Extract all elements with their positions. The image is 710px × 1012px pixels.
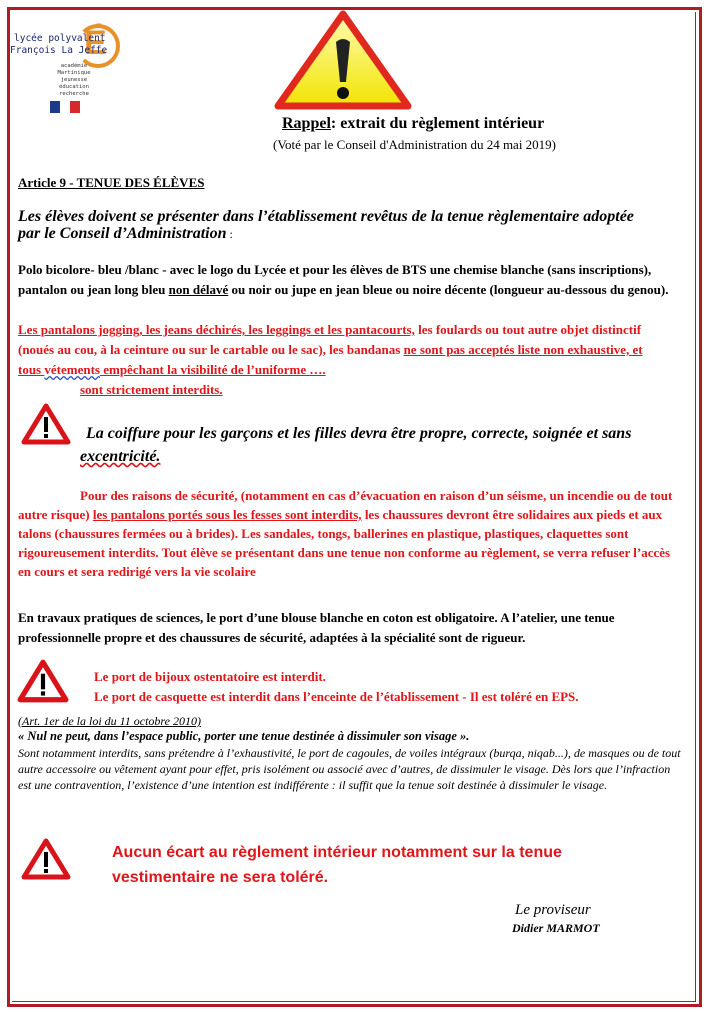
logo-ministry-1: jeunesse: [60, 77, 88, 83]
school-logo: [10, 14, 120, 114]
uniform-text: Polo bicolore- bleu /blanc - avec le logo du Lycée et pour les élèves de BTS une chemise blanche (sans inscriptions), pantalon ou jean long bleu: [18, 262, 652, 297]
forbidden-text: les foulards ou tout autre objet distinctif (noués au cou, à la ceinture ou sur le cartable ou le sac), les bandanas: [18, 322, 642, 357]
logo-ministry-3: recherche: [59, 91, 89, 97]
signature-name: Didier MARMOT: [512, 921, 600, 935]
warning-icon: [21, 403, 71, 445]
law-reference: (Art. 1er de la loi du 11 octobre 2010): [18, 714, 201, 728]
safety-underlined: les pantalons portés sous les fesses sont interdits,: [92, 507, 362, 522]
safety-paragraph: [18, 486, 686, 581]
signature-role: Le proviseur: [515, 902, 591, 918]
logo-school: lycée polyvalent: [14, 33, 106, 44]
final-warning: Aucun écart au règlement intérieur notamment sur la tenue vestimentaire ne sera toléré.: [112, 844, 562, 886]
logo-ministry-2: éducation: [59, 84, 89, 90]
forbidden-underlined-2: empêchant la visibilité de l’uniforme ….: [99, 362, 326, 377]
safety-text-end: les chaussures devront être solidaires aux pieds et aux talons (chaussures fermées ou à brides). Les sandales, tongs, ballerines en plastique, plastiques, claquettes sont rigoureusement interdits. Tout élève se présentant dans une tenue non conforme au règlement, se verra refuser l’accès en cours et sera redirigé vers la vie scolaire: [18, 507, 671, 579]
hair-underlined: excentricité.: [80, 448, 161, 465]
warning-icon: [21, 838, 71, 880]
republic-flag-icon: [50, 101, 80, 113]
cap-rule: Le port de casquette est interdit dans l’enceinte de l’établissement - Il est toléré en EPS.: [94, 689, 579, 704]
logo-academie-2: Martinique: [57, 70, 91, 76]
forbidden-conclusion: sont strictement interdits.: [80, 382, 223, 397]
title-rest: : extrait du règlement intérieur: [330, 115, 545, 132]
forbidden-paragraph: [18, 320, 658, 400]
page-subtitle: (Voté par le Conseil d'Administration du 24 mai 2019): [273, 137, 557, 152]
law-body: Sont notamment interdits, sans prétendre à l’exhaustivité, le port de cagoules, de voiles intégraux (burqa, niqab...), de masques ou de tout autre accessoire ou vêtement ayant pour effet, pris isolément ou associé avec d’autres, de dissimuler le visage. Dès lors que l’infraction est une contravention, l’existence d’une intention est indifférente : il suffit que la tenue soit destinée à dissimuler le visage.: [18, 746, 681, 792]
logo-academie-1: académie: [60, 63, 88, 69]
uniform-text-end: ou noir ou jupe en jean bleue ou noire décente (longueur au-dessous du genou).: [228, 282, 669, 297]
logo-name: François La Jeffe: [10, 45, 108, 56]
title-prefix: Rappel: [282, 115, 331, 132]
lab-paragraph: En travaux pratiques de sciences, le port d’une blouse blanche en coton est obligatoire. A l’atelier, une tenue professionnelle propre et des chaussures de sécurité, adaptées à la spécialité sont de rigueur.: [18, 610, 615, 645]
safety-text: Pour des raisons de sécurité, (notamment en cas d’évacuation en raison d’un séisme, un incendie ou de tout autre risque): [18, 488, 673, 522]
article-heading: Article 9 - TENUE DES ÉLÈVES: [18, 175, 205, 190]
forbidden-underlined: ne sont pas acceptés liste non exhaustive, et tous: [18, 342, 643, 377]
article-intro: [18, 208, 658, 243]
law-quote: « Nul ne peut, dans l’espace public, porter une tenue destinée à dissimuler son visage ».: [18, 729, 470, 743]
intro-text: Les élèves doivent se présenter dans l’établissement revêtus de la tenue règlementaire adoptée par le Conseil d’Administration: [18, 208, 634, 242]
uniform-underlined: non délavé: [168, 282, 229, 297]
forbidden-misspelled: vétements: [44, 362, 100, 377]
jewelry-rule: Le port de bijoux ostentatoire est interdit.: [94, 669, 326, 684]
logo-letter: É: [84, 24, 107, 62]
forbidden-items: Les pantalons jogging, les jeans déchirés, les leggings et les pantacourts,: [18, 322, 415, 337]
page-title: [282, 115, 544, 133]
warning-icon: [17, 659, 69, 703]
warning-triangle-icon: [274, 10, 412, 110]
intro-colon: :: [226, 227, 233, 241]
uniform-paragraph: [18, 260, 683, 300]
hair-text: La coiffure pour les garçons et les filles devra être propre, correcte, soignée et sans: [86, 425, 632, 442]
hair-paragraph: [80, 422, 680, 468]
